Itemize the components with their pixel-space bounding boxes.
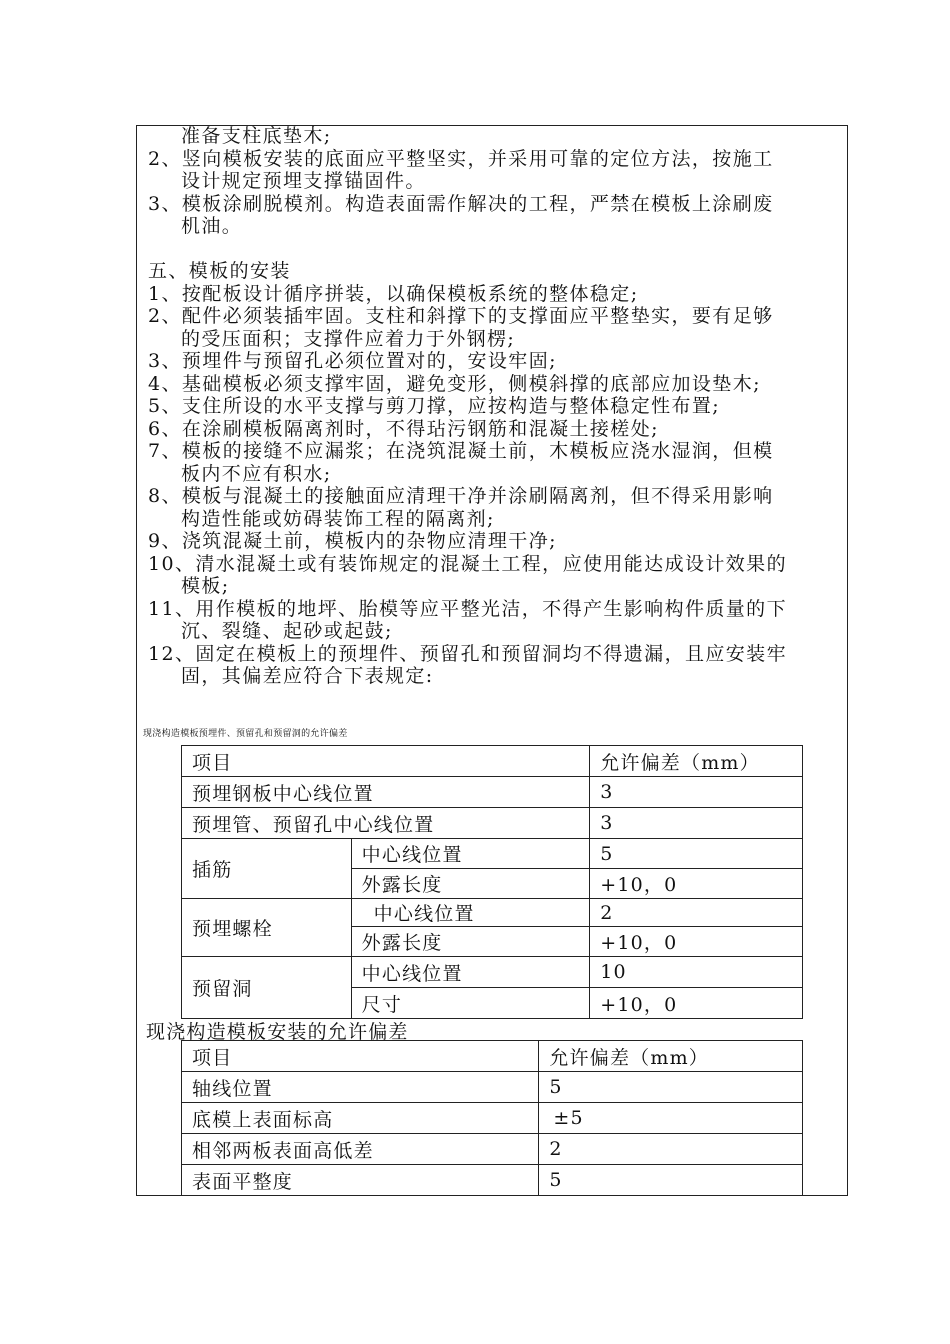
text-line: 11、用作模板的地坪、胎模等应平整光洁，不得产生影响构件质量的下 (148, 597, 787, 620)
body-text (148, 125, 840, 688)
cell-value: +10，0 (590, 927, 803, 957)
cell-value: 5 (590, 839, 803, 869)
table-row (182, 1103, 803, 1134)
table-row (182, 777, 803, 808)
text-line: 准备支柱底垫木; (181, 125, 332, 147)
blank-line (148, 238, 840, 261)
text-line: 3、预埋件与预留孔必须位置对的，安设牢固; (148, 350, 557, 372)
table-header-row (182, 1041, 803, 1072)
tolerance-table-installation (181, 1040, 803, 1196)
text-line: 设计规定预埋支撑锚固件。 (181, 170, 426, 192)
text-line: 4、基础模板必须支撑牢固，避免变形，侧模斜撑的底部应加设垫木; (148, 372, 761, 395)
cell-item: 预埋钢板中心线位置 (182, 777, 590, 808)
text-line: 机油。 (181, 215, 243, 237)
cell-subitem: 中心线位置 (351, 957, 590, 988)
cell-item: 底模上表面标高 (182, 1103, 539, 1134)
table-row (182, 1134, 803, 1165)
text-line: 8、模板与混凝土的接触面应清理干净并涂刷隔离剂，但不得采用影响 (148, 485, 774, 507)
header-item: 项目 (182, 746, 590, 777)
cell-value: +10，0 (590, 988, 803, 1019)
table-row (182, 1165, 803, 1196)
text-line: 1、按配板设计循序拼装，以确保模板系统的整体稳定; (148, 282, 639, 305)
text-line: 板内不应有积水; (181, 462, 332, 485)
cell-subitem: 尺寸 (351, 988, 590, 1019)
cell-value: 10 (590, 957, 803, 988)
tolerance-table-embedded (181, 745, 803, 1019)
table1-caption: 现浇构造模板预埋件、预留孔和预留洞的允许偏差 (143, 729, 348, 739)
cell-value: 5 (539, 1165, 803, 1196)
cell-group: 插筋 (182, 839, 352, 899)
table-row (182, 957, 803, 988)
cell-value: 5 (539, 1072, 803, 1103)
table-row (182, 839, 803, 869)
text-line: 固，其偏差应符合下表规定: (181, 665, 434, 687)
header-item: 项目 (182, 1041, 539, 1072)
table-row (182, 899, 803, 927)
table-row (182, 808, 803, 839)
header-value: 允许偏差（mm） (590, 746, 803, 777)
table2-caption: 现浇构造模板安装的允许偏差 (146, 1021, 409, 1043)
table-header-row (182, 746, 803, 777)
text-line: 9、浇筑混凝土前，模板内的杂物应清理干净; (148, 530, 557, 552)
text-line: 7、模板的接缝不应漏浆；在浇筑混凝土前，木模板应浇水湿润，但模 (148, 440, 774, 462)
cell-subitem: 外露长度 (351, 927, 590, 957)
cell-value: 3 (590, 777, 803, 808)
text-line: 3、模板涂刷脱模剂。构造表面需作解决的工程，严禁在模板上涂刷废 (148, 192, 774, 215)
table-row (182, 1072, 803, 1103)
cell-subitem: 中心线位置 (351, 899, 590, 927)
text-line: 6、在涂刷模板隔离剂时，不得玷污钢筋和混凝土接槎处; (148, 417, 659, 440)
cell-value: 2 (590, 899, 803, 927)
text-line: 沉、裂缝、起砂或起鼓; (181, 620, 393, 642)
cell-item: 预埋管、预留孔中心线位置 (182, 808, 590, 839)
cell-group: 预留洞 (182, 957, 352, 1019)
cell-group: 预埋螺栓 (182, 899, 352, 957)
text-line: 2、竖向模板安装的底面应平整坚实，并采用可靠的定位方法，按施工 (148, 147, 774, 170)
cell-subitem: 中心线位置 (351, 839, 590, 869)
text-line: 12、固定在模板上的预埋件、预留孔和预留洞均不得遗漏，且应安装牢 (148, 642, 787, 665)
cell-item: 轴线位置 (182, 1072, 539, 1103)
cell-value: 2 (539, 1134, 803, 1165)
cell-item: 表面平整度 (182, 1165, 539, 1196)
cell-item: 相邻两板表面高低差 (182, 1134, 539, 1165)
text-line: 5、支住所设的水平支撑与剪刀撑，应按构造与整体稳定性布置; (148, 395, 721, 417)
text-line: 2、配件必须装插牢固。支柱和斜撑下的支撑面应平整垫实，要有足够 (148, 305, 774, 327)
cell-value: 3 (590, 808, 803, 839)
header-value: 允许偏差（mm） (539, 1041, 803, 1072)
cell-value: +10，0 (590, 869, 803, 899)
text-line: 的受压面积；支撑件应着力于外钢楞; (181, 327, 516, 350)
section-heading: 五、模板的安装 (148, 260, 291, 282)
text-line: 构造性能或妨碍装饰工程的隔离剂; (181, 507, 495, 530)
cell-value: ±5 (539, 1103, 803, 1134)
text-line: 模板; (181, 575, 230, 597)
text-line: 10、清水混凝土或有装饰规定的混凝土工程，应使用能达成设计效果的 (148, 552, 787, 575)
cell-subitem: 外露长度 (351, 869, 590, 899)
